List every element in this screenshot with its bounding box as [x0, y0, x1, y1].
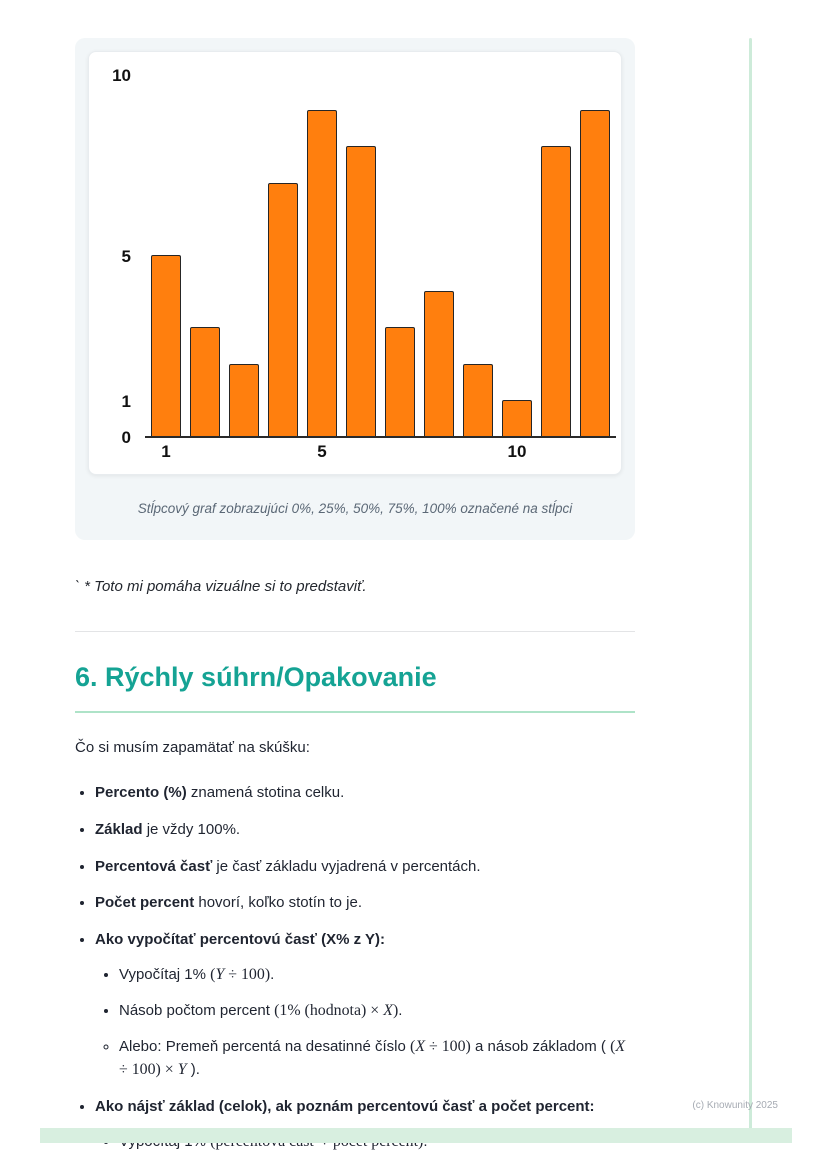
y-tick-label: 1: [121, 391, 131, 411]
x-tick-label: 10: [507, 442, 527, 461]
text-run: a násob základom (: [470, 1037, 611, 1055]
x-tick-label: [385, 442, 415, 462]
document-content: [75, 38, 635, 1168]
page-bottom-bar: [40, 1128, 792, 1143]
x-tick-label: [346, 442, 376, 462]
bold-term: Ako nájsť základ (celok), ak poznám percentovú časť a počet percent:: [95, 1098, 595, 1115]
x-tick-label: 1: [161, 442, 171, 461]
bold-term: Percentová časť: [95, 857, 213, 875]
math-expression: (X ÷ 100): [410, 1037, 471, 1055]
text-run: Násob počtom percent: [119, 1001, 275, 1019]
bold-term: Základ: [95, 820, 143, 838]
note-text: ` * Toto mi pomáha vizuálne si to predstaviť.: [75, 578, 367, 595]
y-tick-label: 5: [121, 247, 131, 266]
text-run: Vypočítaj 1%: [119, 965, 211, 983]
x-tick-label: 5: [317, 442, 327, 461]
sub-list-item: [119, 1035, 635, 1081]
math-expression: (Y ÷ 100): [210, 965, 271, 983]
list-item: [95, 892, 635, 914]
figure-card: [75, 38, 635, 540]
list-item: [95, 929, 635, 1081]
section-heading: 6. Rýchly súhrn/Opakovanie: [75, 662, 437, 692]
list-item: [95, 1096, 635, 1153]
text-run: je časť základu vyjadrená v percentách.: [212, 857, 481, 875]
text-run: hovorí, koľko stotín to je.: [194, 894, 362, 912]
x-tick-label: [424, 442, 454, 462]
summary-list: [75, 782, 635, 1153]
list-item: [95, 856, 635, 878]
bar-chart: [88, 51, 622, 475]
bar: [346, 146, 376, 436]
chart-plot-area: [99, 66, 605, 462]
list-item: [95, 782, 635, 804]
bar: [502, 400, 532, 436]
copyright: (c) Knowunity 2025: [692, 1100, 778, 1111]
bar: [580, 110, 610, 436]
chart-plot: [145, 76, 616, 462]
heading-underline: [75, 711, 635, 713]
bold-term: Ako vypočítať percentovú časť (X% z Y):: [95, 931, 386, 948]
intro-text: Čo si musím zapamätať na skúšku:: [75, 739, 310, 756]
bar: [229, 364, 259, 436]
bold-term: Počet percent: [95, 894, 195, 912]
sub-list: [95, 963, 635, 1081]
bar: [151, 255, 181, 436]
bar: [190, 327, 220, 436]
x-tick-label: [268, 442, 298, 462]
bar: [424, 291, 454, 436]
bold-term: Percento (%): [95, 784, 187, 801]
bar: [541, 146, 571, 436]
section-divider: [75, 631, 635, 632]
math-expression: (1% (hodnota) × X): [274, 1001, 399, 1019]
text-run: .: [270, 965, 275, 983]
y-tick-label: 10: [112, 66, 131, 85]
page-edge-line: [749, 38, 752, 1130]
figure-caption: Stĺpcový graf zobrazujúci 0%, 25%, 50%, 75%, 100% označené na stĺpci: [137, 501, 573, 516]
sub-list-item: [119, 963, 635, 986]
x-tick-label: [190, 442, 220, 462]
list-item: [95, 819, 635, 841]
y-tick-label: 0: [121, 428, 131, 447]
chart-x-axis: [145, 438, 616, 462]
x-tick-label: [229, 442, 259, 462]
math-expression: (X ÷ 100) × Y: [119, 1037, 626, 1078]
sub-list-item: [119, 999, 635, 1022]
x-tick-label: [580, 442, 610, 462]
x-tick-label: [463, 442, 493, 462]
bar: [463, 364, 493, 436]
text-run: je vždy 100%.: [142, 820, 241, 838]
bar: [268, 183, 298, 436]
bar: [307, 110, 337, 436]
text-run: .: [398, 1001, 403, 1019]
chart-bars: [145, 76, 616, 438]
text-run: ).: [186, 1060, 200, 1078]
chart-y-axis: [99, 66, 145, 447]
bar: [385, 327, 415, 436]
x-tick-label: [541, 442, 571, 462]
text-run: znamená stotina celku.: [186, 784, 345, 801]
text-run: Alebo: Premeň percentá na desatinné číslo: [119, 1037, 411, 1055]
